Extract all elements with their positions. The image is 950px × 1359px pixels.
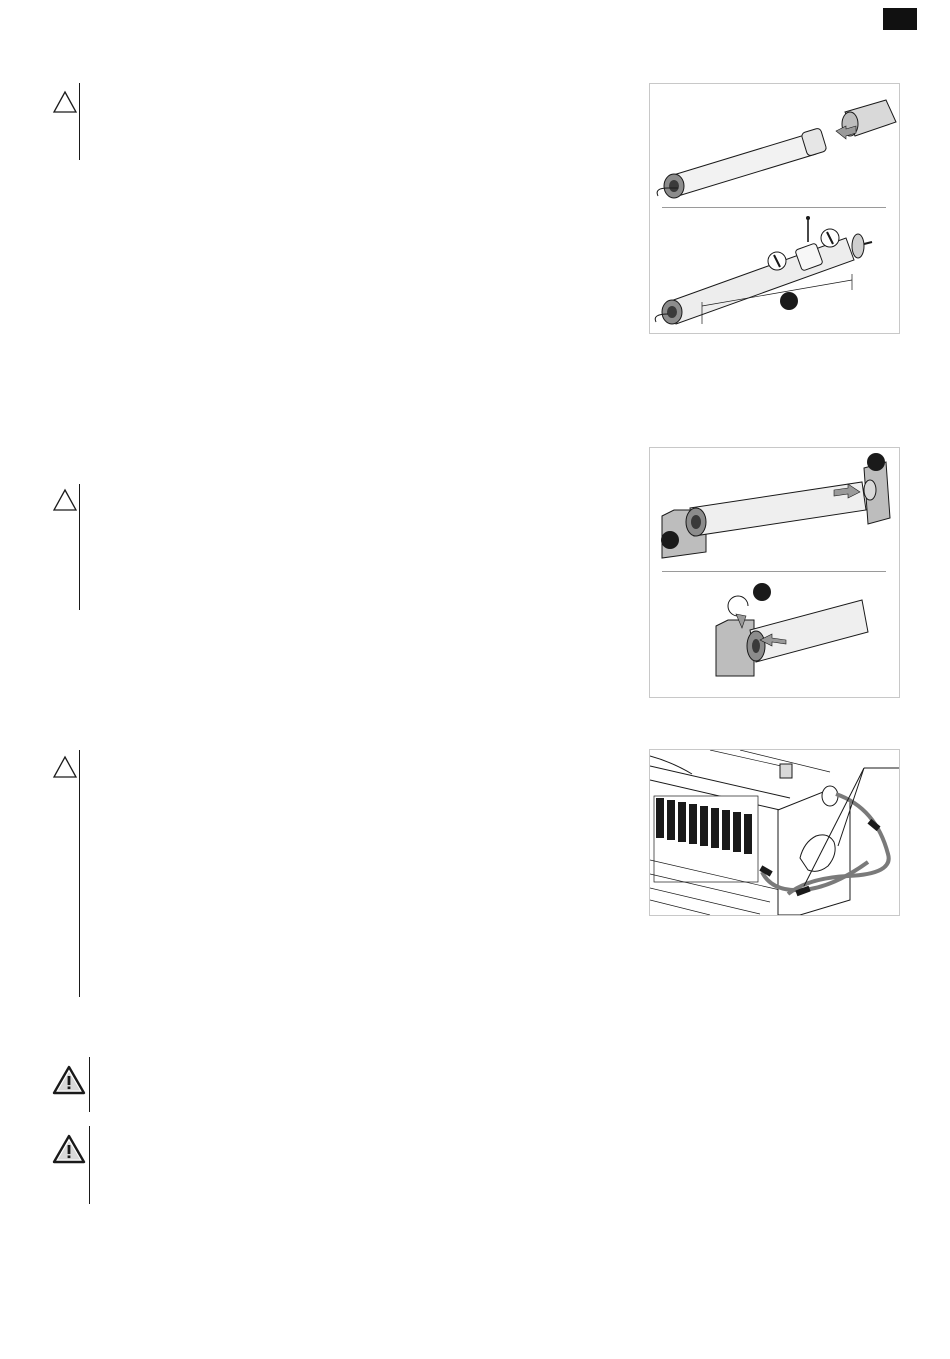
panel-divider (662, 207, 886, 208)
note-margin-bar (79, 750, 80, 997)
note-margin-bar (79, 83, 80, 160)
caution-outline-triangle-icon (52, 755, 78, 779)
language-tab (883, 8, 917, 30)
secure-clip-panel (716, 583, 868, 676)
warning-margin-bar (89, 1057, 90, 1112)
bracket-mounting-illustration (650, 448, 899, 697)
warning-exclamation-triangle-icon (52, 1065, 86, 1095)
bracket-mounting-figure (649, 447, 900, 698)
motor-insertion-illustration (650, 84, 899, 333)
caution-outline-triangle-icon (52, 90, 78, 114)
shutter-slats (650, 796, 780, 915)
fix-screws-panel (655, 216, 872, 324)
warning-margin-bar (89, 1126, 90, 1204)
cable-connection-figure (649, 749, 900, 916)
motor-insertion-figure (649, 83, 900, 334)
cable-connection-illustration (650, 750, 899, 915)
note-margin-bar (79, 484, 80, 610)
insert-motor-panel (657, 100, 896, 198)
mount-brackets-panel (661, 453, 890, 558)
warning-exclamation-triangle-icon (52, 1134, 86, 1164)
caution-outline-triangle-icon (52, 488, 78, 512)
panel-divider (662, 571, 886, 572)
